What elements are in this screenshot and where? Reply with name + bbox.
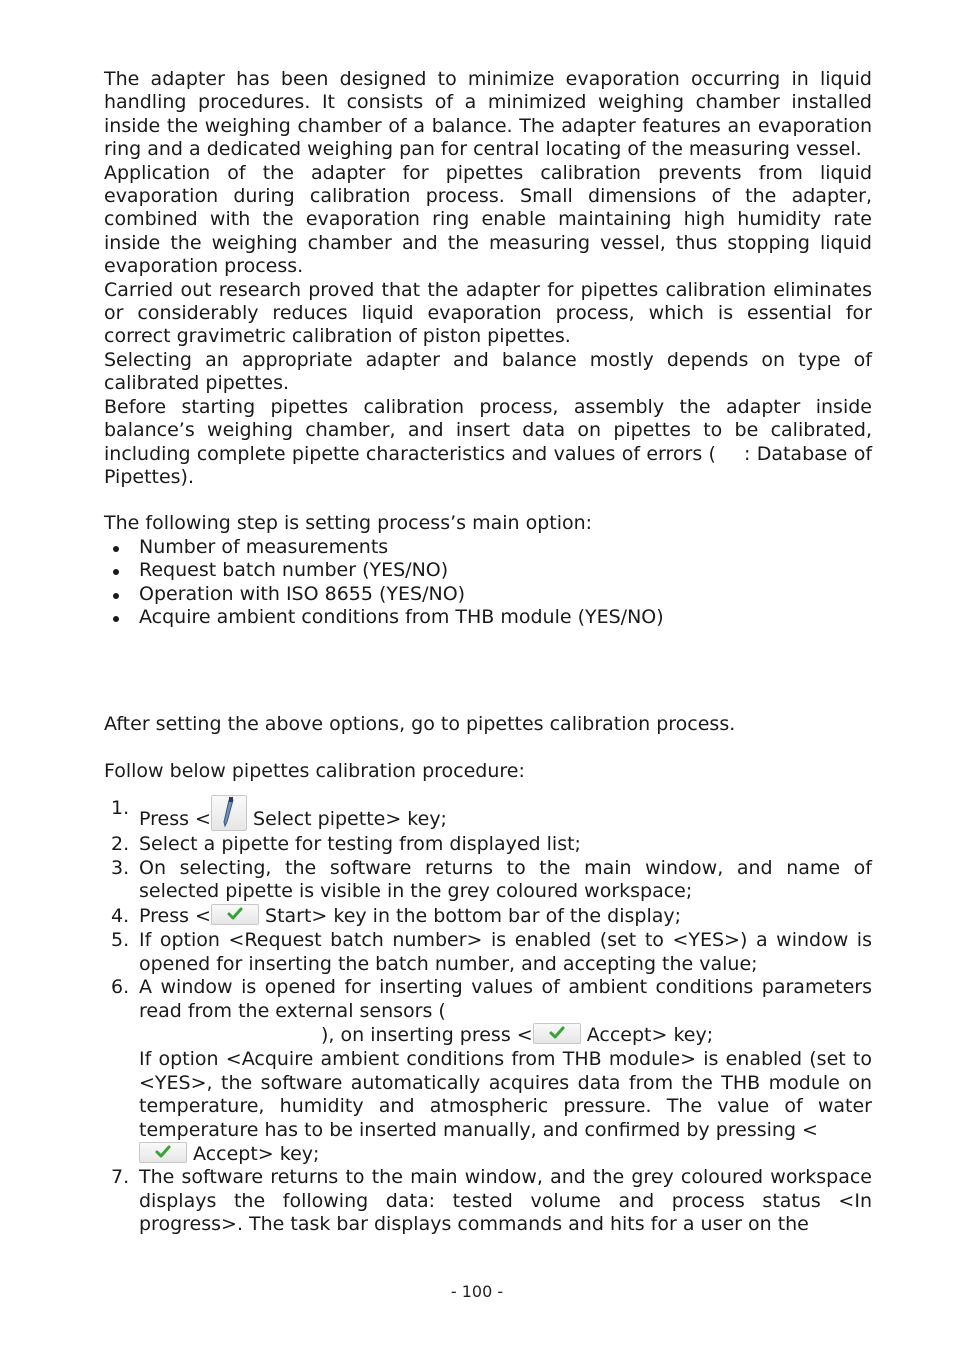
check-key-icon xyxy=(211,904,259,925)
check-key-icon xyxy=(139,1142,187,1163)
paragraph-before-starting: Before starting pipettes calibration process, assembly the adapter inside balance’s weighing chamber, and insert data on pipettes to be calibrated, including complete pipette characteristics and values of errors ( : Database of Pipettes). xyxy=(104,395,873,488)
paragraph-research: Carried out research proved that the adapter for pipettes calibration eliminates or considerably reduces liquid evaporation process, which is essential for correct gravimetric calibration of piston pipettes. xyxy=(104,278,872,348)
step-6: 6. A window is opened for inserting values of ambient conditions parameters read from the external sensors ( ), on inserting press < Accept> key; If option <Acquire ambient conditions from THB module> is enabled (set to <YES>, the software automatically acquires data from the THB module on temperature, humidity and atmospheric pressure. The value of water temperature has to be inserted manually, and confirmed by pressing < Accept> key; xyxy=(111,976,872,1166)
procedure-steps xyxy=(104,795,872,1237)
page-number: - 100 - xyxy=(450,1282,504,1301)
list-item: Request batch number (YES/NO) xyxy=(104,559,872,582)
paragraph-adapter-design: The adapter has been designed to minimize evaporation occurring in liquid handling procedures. It consists of a minimized weighing chamber installed inside the weighing chamber of a balance. The adapter features an evaporation ring and a dedicated weighing pan for central locating of the measuring vessel. xyxy=(104,68,872,161)
step-5: 5. If option <Request batch number> is enabled (set to <YES>) a window is opened for inserting the batch number, and accepting the value; xyxy=(111,929,872,975)
paragraph-adapter-application: Application of the adapter for pipettes calibration prevents from liquid evaporation during calibration process. Small dimensions of the adapter, combined with the evaporation ring enable maintaining high humidity rate inside the weighing chamber and the measuring vessel, thus stopping liquid evaporation process. xyxy=(104,161,872,278)
options-list xyxy=(104,536,872,630)
check-key-icon xyxy=(533,1023,581,1044)
step-3: 3. On selecting, the software returns to the main window, and name of selected pipette is visible in the grey coloured workspace; xyxy=(111,856,872,902)
step-4: 4. Press < Start> key in the bottom bar of the display; xyxy=(111,905,682,928)
pipette-key-icon xyxy=(211,795,247,831)
list-item: Operation with ISO 8655 (YES/NO) xyxy=(104,583,872,606)
paragraph-options-intro: The following step is setting process’s main option: xyxy=(104,512,593,535)
list-item: Acquire ambient conditions from THB module (YES/NO) xyxy=(104,606,872,629)
list-item: Number of measurements xyxy=(104,536,872,559)
step-1: 1. Press < Select pipette> key; xyxy=(111,797,447,831)
paragraph-procedure-intro: Follow below pipettes calibration procedure: xyxy=(104,759,525,782)
step-7: 7. The software returns to the main window, and the grey coloured workspace displays the following data: tested volume and process status <In progress>. The task bar displays commands and hits for a user on the xyxy=(111,1166,872,1236)
paragraph-selection: Selecting an appropriate adapter and balance mostly depends on type of calibrated pipettes. xyxy=(104,348,872,395)
step-2: 2. Select a pipette for testing from displayed list; xyxy=(111,833,581,856)
paragraph-after-options: After setting the above options, go to pipettes calibration process. xyxy=(104,713,736,736)
document-body xyxy=(104,68,872,1237)
